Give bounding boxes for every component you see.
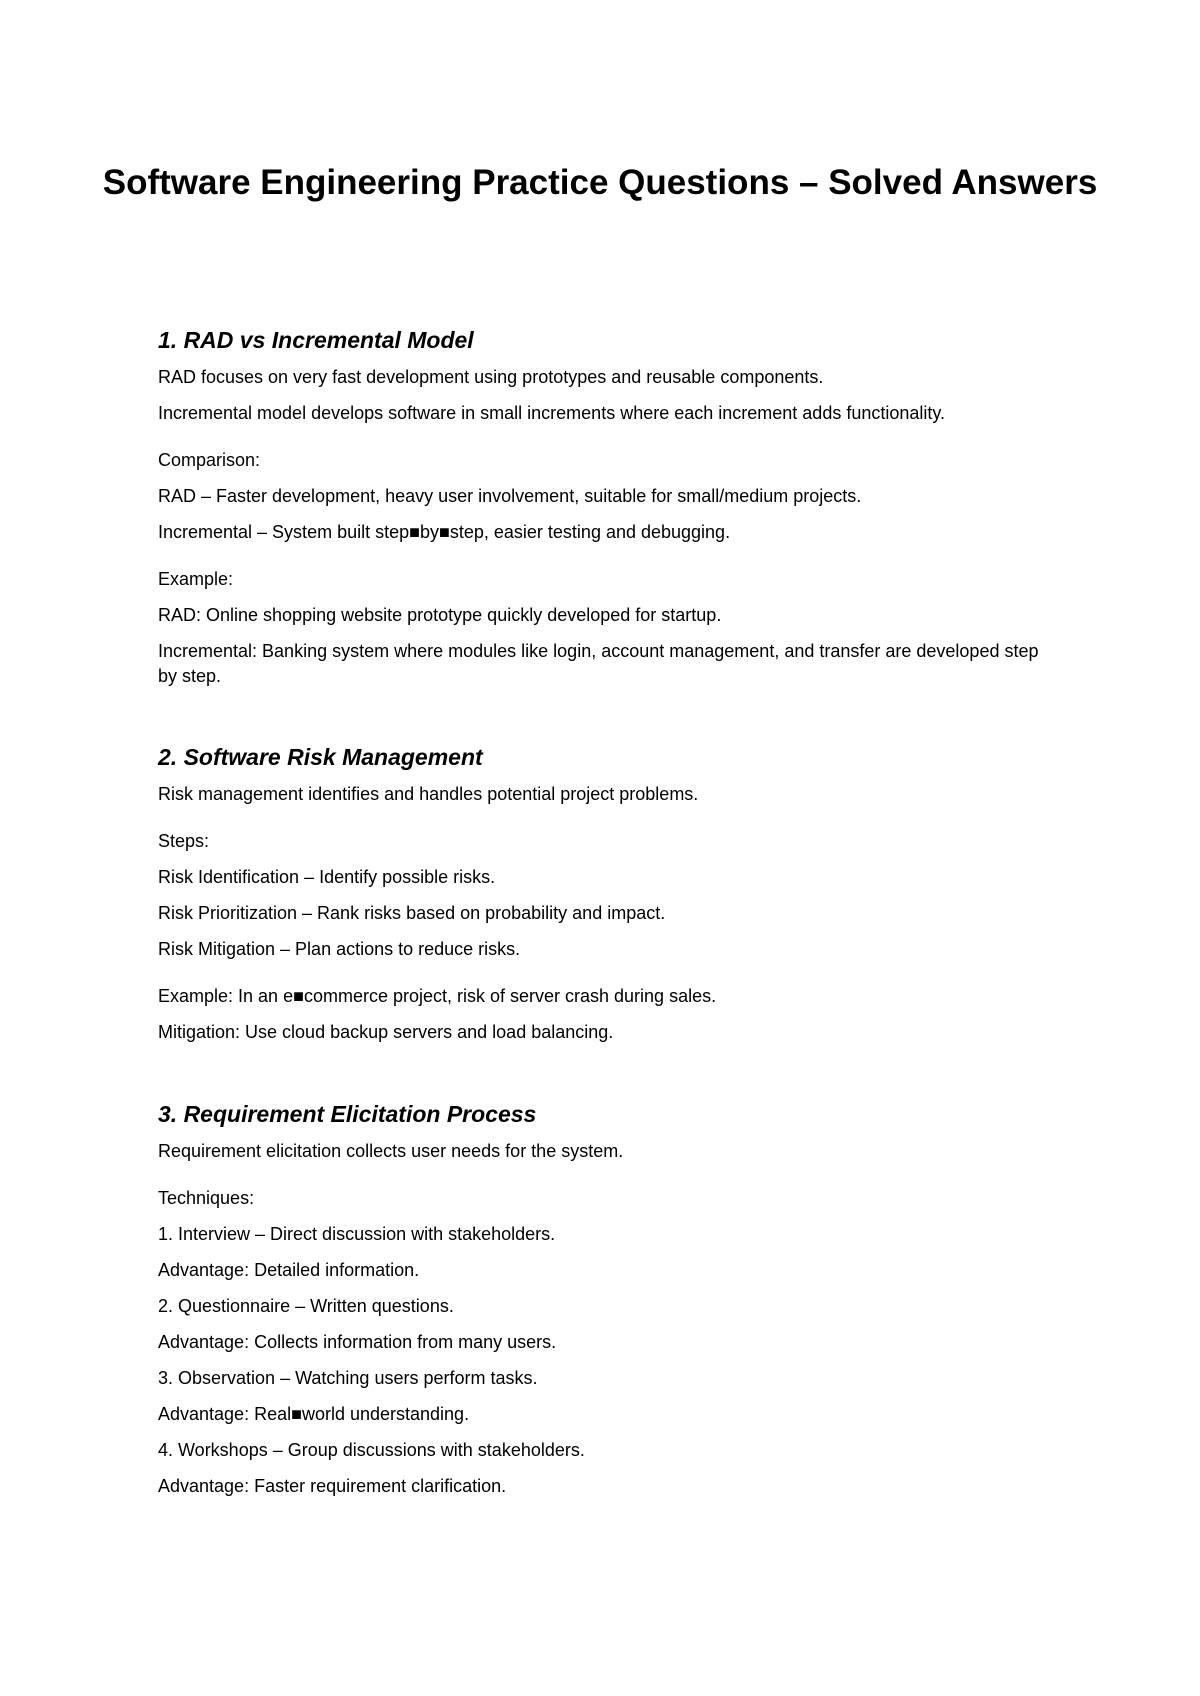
paragraph: 2. Questionnaire – Written questions. xyxy=(158,1296,454,1316)
paragraph-label: Steps: xyxy=(158,831,210,851)
document-title: Software Engineering Practice Questions – Solved Answers xyxy=(102,163,1098,202)
paragraph: Incremental model develops software in small increments where each increment adds functionality. xyxy=(158,403,946,423)
paragraph: 3. Observation – Watching users perform tasks. xyxy=(158,1368,538,1388)
paragraph-label: Comparison: xyxy=(158,450,261,470)
section-heading: 3. Requirement Elicitation Process xyxy=(158,1101,537,1127)
paragraph: Advantage: Faster requirement clarification. xyxy=(158,1476,507,1496)
paragraph: 1. Interview – Direct discussion with stakeholders. xyxy=(158,1224,556,1244)
section-risk-management xyxy=(158,742,1058,1045)
paragraph-label: Example: xyxy=(158,569,234,589)
paragraph-label: Techniques: xyxy=(158,1188,255,1208)
paragraph: RAD: Online shopping website prototype quickly developed for startup. xyxy=(158,605,722,625)
paragraph: Advantage: Real■world understanding. xyxy=(158,1404,470,1424)
paragraph: RAD focuses on very fast development using prototypes and reusable components. xyxy=(158,367,824,387)
paragraph: Risk Prioritization – Rank risks based on probability and impact. xyxy=(158,903,666,923)
paragraph: Advantage: Detailed information. xyxy=(158,1260,420,1280)
paragraph: Advantage: Collects information from many users. xyxy=(158,1332,557,1352)
paragraph: Risk management identifies and handles potential project problems. xyxy=(158,784,699,804)
paragraph: Incremental: Banking system where modules like login, account management, and transfer are developed step by step. xyxy=(158,641,1039,686)
paragraph: Example: In an e■commerce project, risk of server crash during sales. xyxy=(158,986,717,1006)
section-heading: 1. RAD vs Incremental Model xyxy=(158,327,474,353)
paragraph: RAD – Faster development, heavy user involvement, suitable for small/medium projects. xyxy=(158,486,862,506)
paragraph: Mitigation: Use cloud backup servers and load balancing. xyxy=(158,1022,614,1042)
section-rad-vs-incremental xyxy=(158,325,1058,689)
section-requirement-elicitation xyxy=(158,1099,1058,1499)
section-heading: 2. Software Risk Management xyxy=(158,744,483,770)
paragraph: 4. Workshops – Group discussions with stakeholders. xyxy=(158,1440,585,1460)
paragraph: Requirement elicitation collects user needs for the system. xyxy=(158,1141,624,1161)
paragraph: Risk Mitigation – Plan actions to reduce risks. xyxy=(158,939,521,959)
paragraph: Incremental – System built step■by■step, easier testing and debugging. xyxy=(158,522,731,542)
paragraph: Risk Identification – Identify possible risks. xyxy=(158,867,496,887)
